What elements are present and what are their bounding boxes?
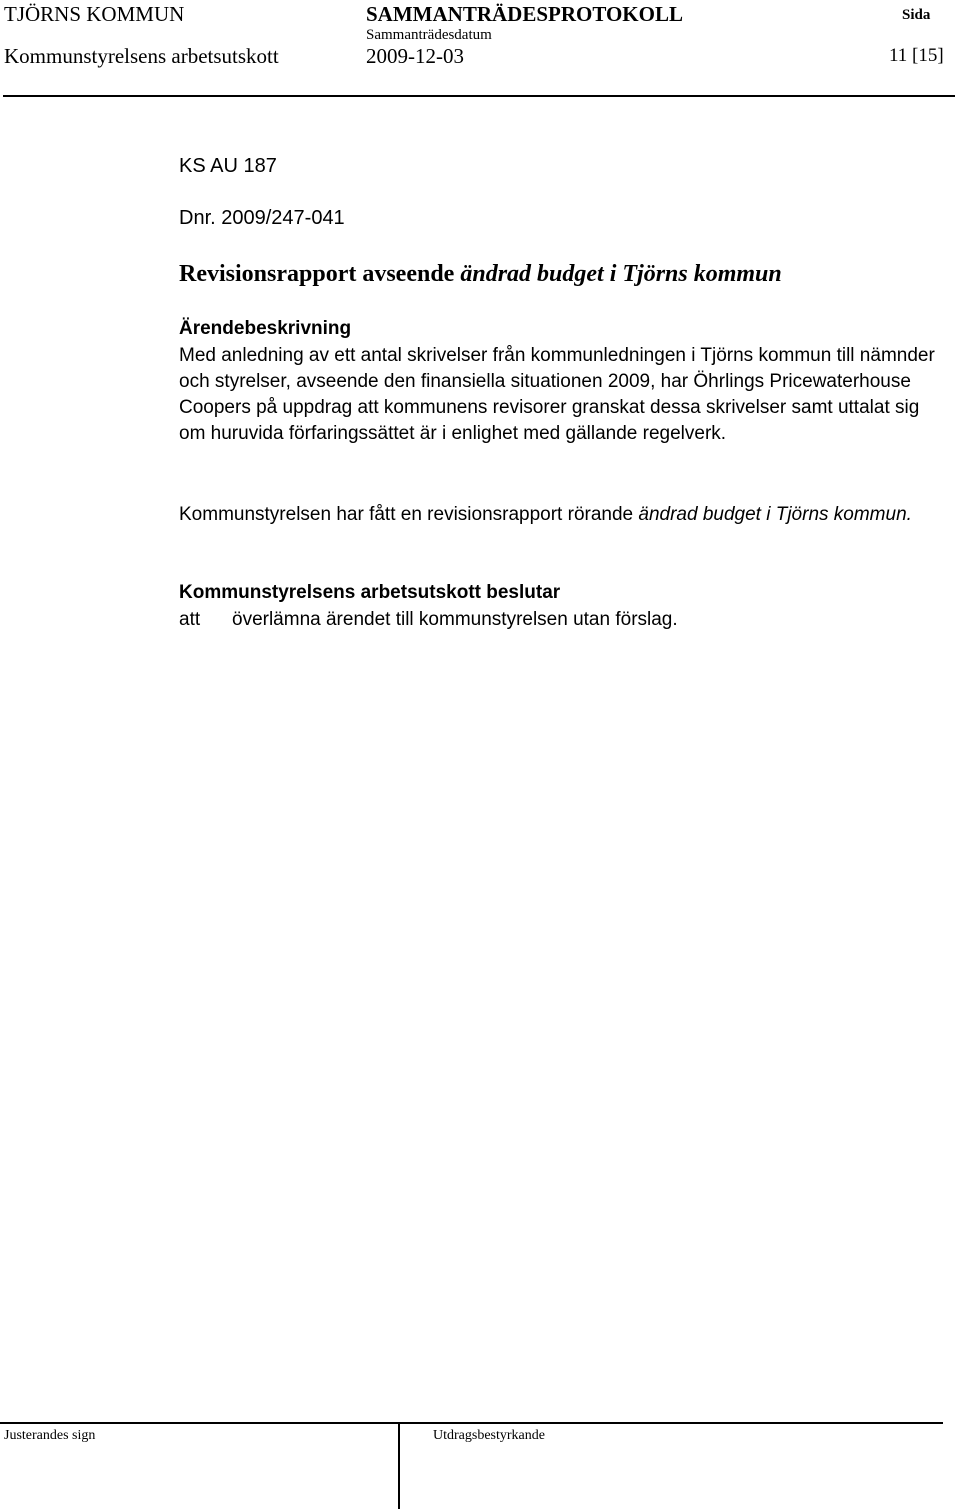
footer-signature-label: Justerandes sign [4,1428,96,1443]
footer-certification-label: Utdragsbestyrkande [433,1428,545,1443]
page-number: 11 [15] [889,45,944,66]
report-paragraph-italic: ändrad budget i Tjörns kommun. [638,504,912,525]
organization-name: TJÖRNS KOMMUN [4,2,185,26]
decision-text: överlämna ärendet till kommunstyrelsen utan förslag. [232,609,678,630]
footer-divider [0,1422,943,1424]
footer-column-divider [398,1423,400,1509]
item-title-italic: ändrad budget i Tjörns kommun [460,261,782,287]
header-divider [3,95,955,97]
decision-heading: Kommunstyrelsens arbetsutskott beslutar [179,582,561,603]
item-dnr: Dnr. 2009/247-041 [179,207,345,229]
meeting-date-label: Sammanträdesdatum [366,27,492,43]
item-title-prefix: Revisionsrapport avseende [179,261,461,287]
report-paragraph [179,502,939,528]
document-type: SAMMANTRÄDESPROTOKOLL [366,2,683,26]
description-paragraph: Med anledning av ett antal skrivelser från kommunledningen i Tjörns kommun till nämnder och styrelser, avseende den finansiella situationen 2009, har Öhrlings Pricewaterhouse Coopers på uppdrag att kommunens revisorer granskat dessa skrivelser samt uttalat sig om huruvida förfaringssättet är i enlighet med gällande regelverk. [179,345,935,444]
item-reference: KS AU 187 [179,155,277,177]
report-paragraph-prefix: Kommunstyrelsen har fått en revisionsrapport rörande [179,504,639,525]
section-heading: Ärendebeskrivning [179,318,352,339]
decision-att-label: att [179,609,201,630]
meeting-date: 2009-12-03 [366,44,464,68]
committee-name: Kommunstyrelsens arbetsutskott [4,44,279,68]
item-title [179,261,782,288]
page-label: Sida [902,7,931,23]
